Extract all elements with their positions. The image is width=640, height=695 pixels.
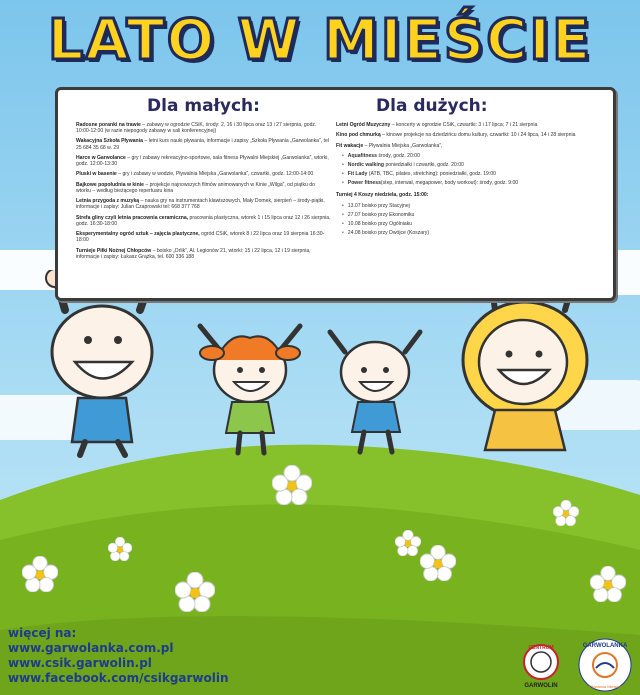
small-kids-entry (76, 198, 331, 210)
small-kids-entry-name: Eksperymentalny ogród sztuk – zajęcia plastyczne, (76, 231, 200, 238)
page-title: LATO W MIEŚCIE (47, 8, 593, 73)
left-column (76, 96, 331, 264)
more-info-label: więcej na: (8, 626, 77, 640)
big-kids-entry-name: Letni Ogród Muzyczny (336, 122, 391, 128)
tournament-item: • 27.07 boisko przy Ekonomiku (342, 212, 598, 218)
fit-entry-text: poniedziałki i czwartki, godz. 20:00 (384, 162, 464, 169)
tournament-heading: Turniej 4 Koszy niedziela, godz. 15:00: (336, 192, 429, 199)
flower (108, 537, 132, 561)
fit-entry-name: Power fitness (347, 180, 381, 187)
big-kids-entry-text: – koncerty w ogrodzie CSiK, czwartki: 3 i 17 lipca; 7 i 21 sierpnia (390, 122, 538, 128)
small-kids-entry-name: Radosne poranki na trawie (76, 122, 141, 128)
right-column (336, 96, 598, 239)
fit-list (336, 153, 598, 186)
fit-entry (342, 180, 598, 186)
small-kids-entry (76, 155, 331, 167)
big-kids-entry-text: – Pływalnia Miejska „Garwolanka”, (363, 142, 443, 149)
fit-entry-name: Fit Lady (347, 171, 368, 178)
big-kids-entry (336, 132, 598, 138)
small-kids-entry-name: Wakacyjna Szkoła Pływania (76, 138, 143, 145)
flower (590, 566, 626, 602)
small-kids-entry-name: Turnieje Piłki Nożnej Chłopców (76, 247, 152, 254)
small-kids-entry-text: – zabawy w ogrodzie CSiK, środy: 2, 16 i 30 lipca oraz 13 i 27 sierpnia, godz. 10:00-12:00 (w razie niepogody zabawy w sali konferencyjnej) (76, 122, 317, 135)
big-kids-entry (336, 143, 598, 149)
right-entry-list (336, 122, 598, 149)
fit-entry-name: Nordic walking (347, 162, 385, 169)
footer (8, 626, 229, 686)
link-facebook[interactable]: www.facebook.com/csikgarwolin (8, 671, 229, 685)
big-kids-entry-text: – kinowe projekcje na dziedzińcu domu kultury, czwartki: 10 i 24 lipca, 14 i 28 sierpnia (380, 132, 576, 139)
small-kids-entry (76, 138, 331, 150)
small-kids-entry (76, 215, 331, 227)
fit-entry-text: (step, interwał, megapower, body workout): środy, godz. 9:00 (380, 180, 519, 187)
small-kids-entry-name: Letnia przygoda z muzyką (76, 198, 140, 205)
big-kids-entry-name: Fit wakacje (336, 142, 364, 149)
tournament-item: • 13.07 boisko przy Stacyjnej (342, 203, 598, 209)
kid-boy-small (320, 322, 430, 462)
fit-entry-name: Aquafitness (347, 153, 377, 160)
small-kids-entry-text: – boisko „Orlik”, Al. Legionów 21, wtorki: 15 i 22 lipca, 12 i 19 sierpnia, informacje i zapisy: Łukasz Grążka, tel. 600 336 188 (76, 247, 311, 260)
schedule-board (55, 87, 616, 301)
garwolanka-logo (576, 636, 634, 694)
small-kids-entry-text: – letni kurs nauki pływania, informacje i zapisy „Szkoła Pływania „Garwolanka”, tel 25 684 35 68 w. 29 (76, 138, 329, 151)
fit-entry (342, 162, 598, 168)
link-csik[interactable]: www.csik.garwolin.pl (8, 656, 152, 670)
small-kids-entry-name: Bajkowe popołudnia w kinie (76, 181, 144, 188)
heading-for-big: Dla dużych: (376, 96, 488, 116)
small-kids-entry (76, 122, 331, 134)
big-kids-entry-name: Kino pod chmurką (336, 132, 381, 139)
csik-logo (516, 640, 566, 690)
kid-girl-red-hair (190, 318, 310, 468)
flower (175, 572, 215, 612)
small-kids-entry-text: pracownia plastyczna, wtorek 1 i 15 lipca oraz 12 i 26 sierpnia, godz. 16:30-18:00 (76, 214, 331, 227)
tournament-list (336, 203, 598, 236)
fit-entry (342, 153, 598, 159)
flower (272, 465, 312, 505)
garwolanka-logo-text: GARWOLANKA (582, 643, 628, 649)
flower (553, 500, 579, 526)
fit-entry-text: środy, godz. 20:00 (376, 153, 420, 160)
fit-entry-text: (ATB, TBC, pilates, stretching): poniedziałki, godz. 19:00 (367, 171, 496, 178)
fit-entry (342, 171, 598, 177)
flower (395, 530, 421, 556)
left-entry-list (76, 122, 331, 260)
tournament-item: • 10.08 boisko przy Ogólniaku (342, 221, 598, 227)
csik-logo-bottom: GARWOLIN (524, 683, 558, 689)
tournament-item: • 24.08 boisko przy Dwójce (Koszary) (342, 230, 598, 236)
small-kids-entry-name: Strefa gliny czyli letnia pracownia ceramiczna, (76, 214, 189, 221)
small-kids-entry-text: ogród CSiK, wtorek 8 i 22 lipca oraz 19 sierpnia 16:30-18:00 (76, 231, 325, 244)
garwolanka-logo-sub: Pływalnia Miejska (589, 684, 621, 689)
small-kids-entry-name: Harce w Garwolance (76, 154, 126, 161)
csik-logo-top: CENTRUM (528, 645, 554, 651)
small-kids-entry-name: Pluski w basenie (76, 171, 117, 178)
flower (22, 556, 58, 592)
small-kids-entry (76, 231, 331, 243)
link-garwolanka[interactable]: www.garwolanka.com.pl (8, 641, 174, 655)
small-kids-entry (76, 248, 331, 260)
big-kids-entry (336, 122, 598, 128)
small-kids-entry (76, 182, 331, 194)
flower (420, 545, 456, 581)
small-kids-entry-text: – gry i zabawy w wodzie, Pływalnia Miejska „Garwolanka”, czwartki, godz. 12:00-14:00 (116, 171, 314, 178)
small-kids-entry-text: – projekcje najnowszych filmów animowanych w Kinie „Wilga”, od piątku do wtorku – według bieżącego repertuaru kina (76, 181, 315, 194)
small-kids-entry (76, 171, 331, 177)
small-kids-entry-text: – gry i zabawy rekreacyjno-sportowe, sala fitness Pływalni Miejskiej „Garwolanka”, wtorki, godz. 12:00-13:30 (76, 154, 329, 168)
heading-for-small: Dla małych: (147, 96, 260, 116)
small-kids-entry-text: – nauka gry na instrumentach klawiszowych, Mały Domek, sierpień – środy-piątki, informacje i zapisy: Julian Czaprowski tel: 668 377 768 (76, 198, 325, 211)
